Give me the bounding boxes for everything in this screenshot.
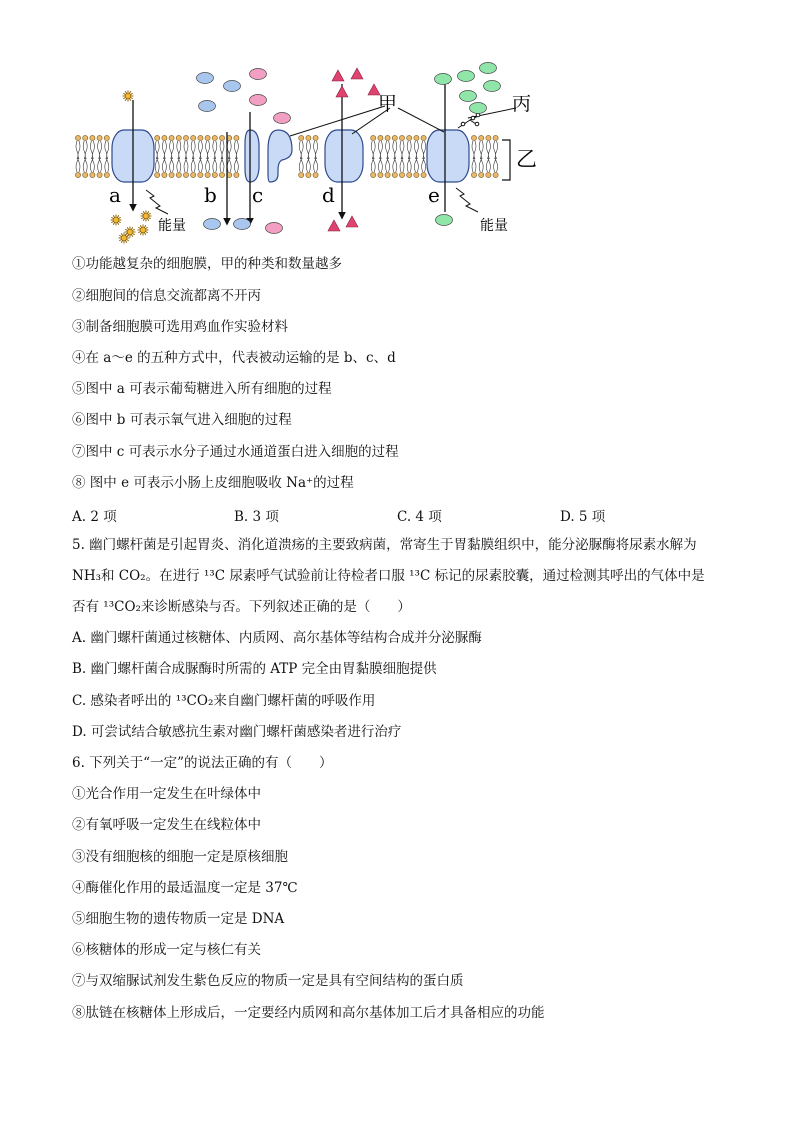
q4-item-5: ⑤图中 a 可表示葡萄糖进入所有细胞的过程 [72, 381, 332, 397]
molecule-c-outside [274, 113, 291, 124]
phospholipid [493, 135, 498, 177]
molecule-a-outside [123, 91, 134, 102]
channel-protein-c [245, 130, 292, 182]
molecule-b-inside [204, 219, 221, 230]
phospholipid [155, 135, 160, 177]
label-c: c [252, 183, 264, 207]
q6-item-4: ④酶催化作用的最适温度一定是 37℃ [72, 880, 298, 896]
q4-item-1: ①功能越复杂的细胞膜，甲的种类和数量越多 [72, 256, 342, 272]
molecule-a-inside [141, 211, 152, 222]
q5-option-c[interactable]: C. 感染者呼出的 ¹³CO₂来自幽门螺杆菌的呼吸作用 [72, 693, 376, 709]
phospholipid [90, 135, 95, 177]
q5-option-a[interactable]: A. 幽门螺杆菌通过核糖体、内质网、高尔基体等结构合成并分泌脲酶 [72, 630, 482, 646]
q6-item-3: ③没有细胞核的细胞一定是原核细胞 [72, 849, 288, 865]
phospholipid [407, 135, 412, 177]
q4-option-d[interactable]: D. 5 项 [560, 509, 606, 525]
phospholipid [162, 135, 167, 177]
phospholipid [234, 135, 239, 177]
phospholipid [169, 135, 174, 177]
molecule-d-inside [328, 220, 340, 231]
phospholipid [219, 135, 224, 177]
membrane-transport-diagram [72, 62, 552, 248]
molecule-e-outside [470, 103, 487, 114]
q6-item-5: ⑤细胞生物的遗传物质一定是 DNA [72, 911, 285, 927]
phospholipid [471, 135, 476, 177]
molecule-e-outside [435, 74, 452, 85]
carrier-protein-e [427, 130, 469, 182]
molecule-d-outside [351, 68, 363, 79]
q6-item-2: ②有氧呼吸一定发生在线粒体中 [72, 817, 261, 833]
molecule-b-outside [197, 73, 214, 84]
q4-options [72, 505, 712, 525]
phospholipid [176, 135, 181, 177]
molecule-c-inside [266, 223, 283, 234]
label-bing: 丙 [512, 93, 532, 115]
q6-item-8: ⑧肽链在核糖体上形成后，一定要经内质网和高尔基体加工后才具备相应的功能 [72, 1005, 545, 1021]
q4-item-6: ⑥图中 b 可表示氧气进入细胞的过程 [72, 412, 292, 428]
phospholipid [486, 135, 491, 177]
q4-option-a[interactable]: A. 2 项 [72, 509, 117, 525]
label-yi: 乙 [516, 147, 537, 171]
phospholipid [414, 135, 419, 177]
phospholipid [299, 135, 304, 177]
label-e: e [428, 183, 440, 207]
molecule-b-inside [234, 219, 251, 230]
molecule-e-inside [436, 215, 453, 226]
q4-option-b[interactable]: B. 3 项 [234, 509, 279, 525]
q5-stem-line-3: 否有 ¹³CO₂来诊断感染与否。下列叙述正确的是（ ） [72, 599, 411, 615]
label-a: a [109, 183, 121, 207]
q5-stem-line-1: 5. 幽门螺杆菌是引起胃炎、消化道溃疡的主要致病菌，常寄生于胃黏膜组织中，能分泌脲酶将尿素水解为 [72, 537, 697, 553]
phospholipid [421, 135, 426, 177]
phospholipid [479, 135, 484, 177]
molecule-e-outside [480, 63, 497, 74]
molecule-e-outside [460, 91, 477, 102]
molecule-d-outside [336, 86, 348, 97]
phospholipid [306, 135, 311, 177]
molecule-e-outside [484, 81, 501, 92]
label-jia: 甲 [378, 93, 398, 115]
molecule-d-inside [346, 216, 358, 227]
q4-option-c[interactable]: C. 4 项 [397, 509, 442, 525]
phospholipid [183, 135, 188, 177]
q6-item-1: ①光合作用一定发生在叶绿体中 [72, 786, 261, 802]
molecule-c-outside [250, 95, 267, 106]
label-energy-right: 能量 [480, 218, 508, 234]
phospholipid [191, 135, 196, 177]
q4-item-8: ⑧ 图中 e 可表示小肠上皮细胞吸收 Na⁺的过程 [72, 475, 354, 491]
phospholipid [104, 135, 109, 177]
molecule-c-outside [250, 69, 267, 80]
q4-item-2: ②细胞间的信息交流都离不开丙 [72, 288, 261, 304]
phospholipid [198, 135, 203, 177]
carrier-protein-d [325, 130, 363, 182]
q4-item-3: ③制备细胞膜可选用鸡血作实验材料 [72, 319, 288, 335]
phospholipid [392, 135, 397, 177]
phospholipid [378, 135, 383, 177]
phospholipid [313, 135, 318, 177]
q4-item-4: ④在 a～e 的五种方式中，代表被动运输的是 b、c、d [72, 350, 396, 366]
glycoprotein-bing [458, 113, 480, 128]
label-b: b [204, 183, 217, 207]
q5-option-b[interactable]: B. 幽门螺杆菌合成脲酶时所需的 ATP 完全由胃黏膜细胞提供 [72, 661, 437, 677]
q6-item-7: ⑦与双缩脲试剂发生紫色反应的物质一定是具有空间结构的蛋白质 [72, 973, 464, 989]
q6-stem: 6. 下列关于“一定”的说法正确的有（ ） [72, 755, 333, 771]
phospholipid [385, 135, 390, 177]
molecule-d-outside [332, 70, 344, 81]
molecule-b-outside [199, 101, 216, 112]
phospholipid [205, 135, 210, 177]
q5-stem-line-2: NH₃和 CO₂。在进行 ¹³C 尿素呼气试验前让待检者口服 ¹³C 标记的尿素胶囊，通过检测其呼出的气体中是 [72, 568, 705, 584]
phospholipid [75, 135, 80, 177]
molecule-a-inside [111, 215, 122, 226]
q6-item-6: ⑥核糖体的形成一定与核仁有关 [72, 942, 261, 958]
q4-item-7: ⑦图中 c 可表示水分子通过水通道蛋白进入细胞的过程 [72, 444, 399, 460]
q5-option-d[interactable]: D. 可尝试结合敏感抗生素对幽门螺杆菌感染者进行治疗 [72, 724, 402, 740]
phospholipid [212, 135, 217, 177]
phospholipid [399, 135, 404, 177]
label-d: d [322, 183, 335, 207]
phospholipid [83, 135, 88, 177]
phospholipid [371, 135, 376, 177]
label-energy-left: 能量 [158, 218, 186, 234]
phospholipid [97, 135, 102, 177]
molecule-a-inside [138, 225, 149, 236]
molecule-e-outside [458, 71, 475, 82]
molecule-b-outside [224, 81, 241, 92]
